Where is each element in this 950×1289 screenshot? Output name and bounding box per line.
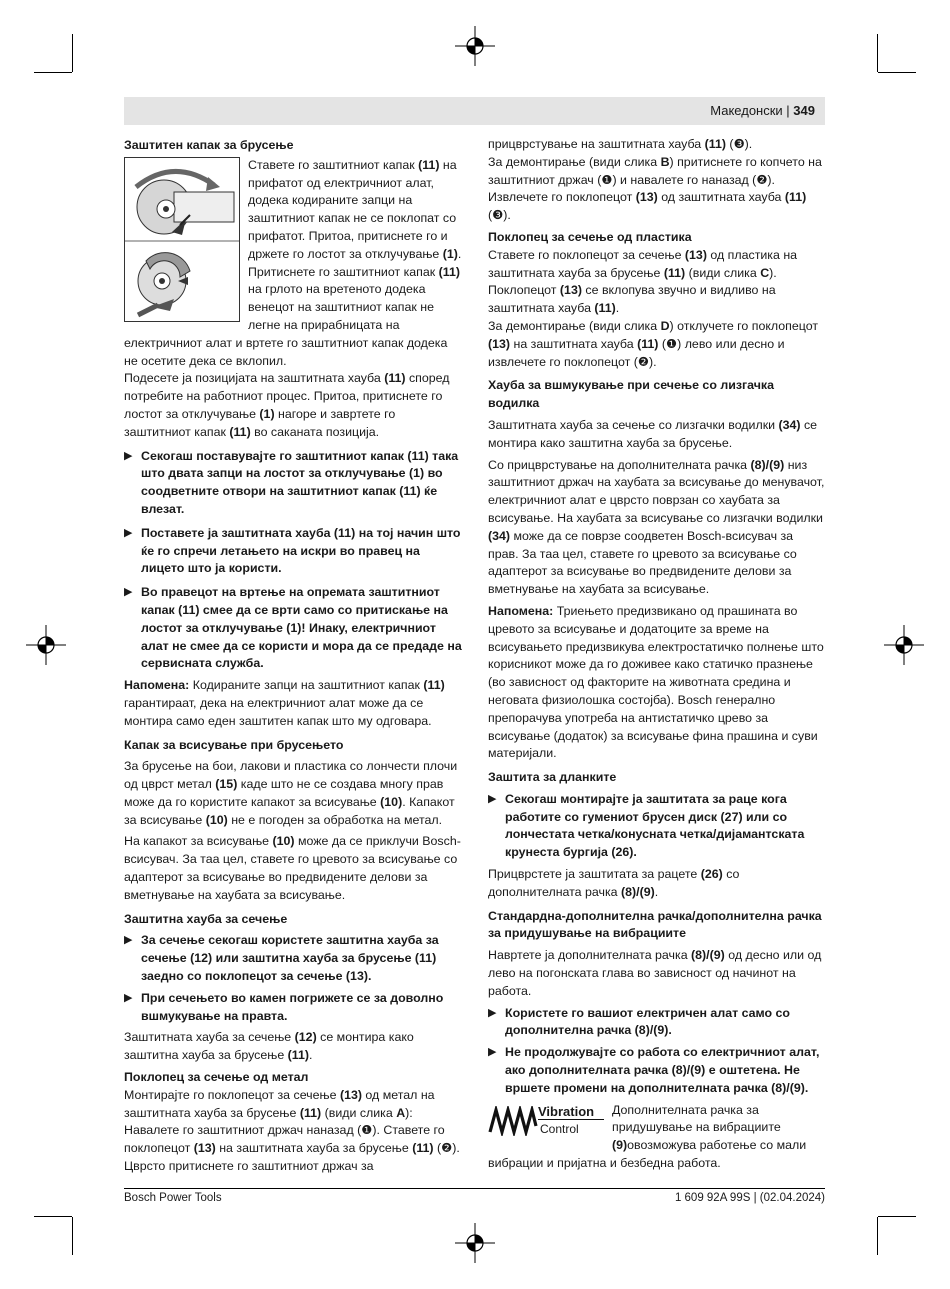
warning-bullet-4: ▶ За сечење секогаш користете заштитна хауба за сечење (12) или заштитна хауба за брусење (11) заедно со поклопецот за сечење (13).	[124, 933, 439, 984]
warning-bullet-6: ▶ Секогаш монтирајте ја заштитата за раце кога работите со гумениот брусен диск (27) или со лончестата четка/конусната четка/дијамантската крунеста бургија (26).	[488, 791, 805, 860]
page-number: 349	[793, 103, 815, 118]
slide-text-2: Со прицврстување на дополнителната рачка (8)/(9) низ заштитниот држач на хаубата за всисување до менувачот, електричниот алат е цврсто поврзан со хаубата за всисување. На хаубата за всисување со лизгачки водилки (34) може да се поврзе соодветен Bosch-всисувач за прав. За таа цел, ставете го цревото за всисување со адаптерот за всисување во предвидените делови за вметнување на хаубата за всисување.	[488, 457, 825, 597]
warning-bullet-1: ▶ Секогаш поставувајте го заштитниот капак (11) така што двата запци на лостот за отклучување (1) во соодветните отвори на заштитниот капак (11) ќе влезат.	[124, 448, 459, 516]
remove-text: Извлечете го поклопецот (13) од заштитната хауба (11) (❸).	[488, 190, 807, 223]
plastic-text-2: Поклопецот (13) се вклопува звучно и видливо на заштитната хауба (11).	[488, 283, 776, 316]
registration-mark-bottom-icon	[455, 1223, 495, 1263]
heading-aux-handle: Стандардна-дополнителна рачка/дополнителна рачка за придушување на вибрациите	[488, 908, 822, 941]
note-coded-teeth: Напомена: Кодираните запци на заштитниот капак (11) гарантираат, дека на електричниот алат може да се монтира само еден заштитен капак што му одговара.	[124, 678, 445, 728]
warning-bullet-7: ▶ Користете го вашиот електричен алат само со дополнителна рачка (8)/(9).	[488, 1005, 791, 1038]
plastic-text-1: Ставете го поклопецот за сечење (13) од пластика на заштитната хауба за брусење (11) (види слика C).	[488, 247, 798, 280]
suction-text-1: За брусење на бои, лакови и пластика со лончести плочи од цврст метал (15) каде што не се создава многу прав може да го користите капакот за всисување (10). Капакот за всисување (10) не е погоден за обработка на метал.	[124, 759, 458, 827]
footer-right: 1 609 92A 99S | (02.04.2024)	[674, 1192, 825, 1204]
vibration-wave-icon	[488, 1106, 538, 1136]
guard-illustration	[124, 157, 240, 322]
aux-handle-text: Навртете ја дополнителната рачка (8)/(9) од десно или од лево на погонската глава во зависност од начинот на работа.	[488, 948, 822, 998]
vibration-text: Дополнителната рачка за придушување на вибрациите (9)овозможува работење со мали вибрации и пријатна и безбедна работа.	[488, 1102, 807, 1171]
right-column	[488, 136, 826, 1173]
footer-left: Bosch Power Tools	[124, 1192, 222, 1204]
metal-cover-cont: прицврстување на заштитната хауба (11) (❸).	[488, 137, 753, 151]
warning-bullet-2: ▶ Поставете ја заштитната хауба (11) на тој начин што ќе го спречи летањето на искри во правец на лицето што ја користи.	[124, 525, 461, 576]
heading-grinding-guard: Заштитен капак за брусење	[124, 138, 294, 152]
heading-slide-hood: Хауба за вшмукување при сечење со лизгачка водилка	[488, 378, 775, 411]
registration-mark-right-icon	[884, 625, 924, 665]
slide-text-1: Заштитната хауба за сечење со лизгачки водилки (34) се монтира како заштитна хауба за брусење.	[488, 417, 818, 450]
vibration-logo-word2: Control	[540, 1121, 579, 1136]
heading-hand-guard: Заштита за дланките	[488, 770, 617, 785]
heading-plastic-cover: Поклопец за сечење од пластика	[488, 229, 692, 244]
registration-mark-left-icon	[26, 625, 66, 665]
suction-text-2: На капакот за всисување (10) може да се приклучи Bosch-всисувач. За таа цел, ставете го цревото за всисување со адаптерот за всисување во предвидените делови за вметнување на хаубата за всисување.	[124, 834, 461, 902]
warning-bullet-8: ▶ Не продолжувајте со работа со електричниот алат, ако дополнителната рачка (8)/(9) е оштетена. Не вршете промени на дополнителната рачка (8)/(9).	[488, 1045, 820, 1095]
guard-press-text: Притиснете го заштитниот капак (11) на грлото на вретеното додека венецот на заштитниот капак не легне на прирабницата на електричниот алат и вртете го заштитниот капак додека не осетите дека се вклопил.	[124, 264, 460, 368]
vibration-control-logo	[488, 1102, 606, 1138]
left-column	[124, 137, 462, 1176]
warning-bullet-3: ▶ Во правецот на вртење на опремата заштитниот капак (11) смее да се врти само со притискање на лостот за отклучување (1)! Инаку, електричниот алат не смее да се користи и мора да се предаде на сервисната служба.	[124, 585, 462, 671]
header-language: Македонски	[710, 103, 783, 118]
metal-cover-text: Монтирајте го поклопецот за сечење (13) од метал на заштитната хауба за брусење (11) (види слика A): Навалете го заштитниот држач наназад (❶). Ставете го поклопецот (13) на заштитната хауба за брусење (11) (❷). Цврсто притиснете го заштитниот држач за	[124, 1087, 460, 1174]
hand-guard-text: Прицврстете ја заштитата за рацете (26) со дополнителната рачка (8)/(9).	[488, 867, 740, 899]
cutting-guard-text: Заштитната хауба за сечење (12) се монтира како заштитна хауба за брусење (11).	[124, 1030, 414, 1063]
warning-bullet-5: ▶ При сечењето во камен погрижете се за доволно вшмукување на правта.	[124, 990, 444, 1023]
guard-adjust-text: Подесете ја позицијата на заштитната хауба (11) според потребите на работниот процес. Притоа, притиснете го лостот за отклучување (1) нагоре и завртете го заштитниот капак (11) во саканата позиција.	[124, 371, 450, 439]
heading-cutting-guard: Заштитна хауба за сечење	[124, 911, 288, 926]
page-header: Македонски | 349	[124, 97, 825, 125]
vibration-logo-word1: Vibration	[538, 1103, 595, 1119]
guard-intro-text: Ставете го заштитниот капак (11) на прифатот од електричниот алат, додека кодираните запци на заштитниот капак не се поклопат со прифатот. Притоа, притиснете го и држете го лостот за отклучување (1).	[248, 157, 462, 261]
heading-suction-hood: Капак за всисување при брусењето	[124, 737, 344, 752]
note-static: Напомена: Триењето предизвикано од прашината во цревото за всисување и додатоците за време на всисувањето предизвикува електростатичко полнење што корисникот може да го доживее како статичко празнење (во зависност од факторите на животната средина и неговата физиолошка состојба). Bosch генерално препорачува употреба на антистатичко црево за всисување (додаток) за всисување фина прашина и суви материјали.	[488, 603, 824, 761]
dismount-text: За демонтирање (види слика B) притиснете го копчето на заштитниот држач (❶) и навалете го наназад (❷).	[488, 154, 822, 187]
plastic-text-3: За демонтирање (види слика D) отклучете го поклопецот (13) на заштитната хауба (11) (❶) лево или десно и извлечете го поклопецот (❷).	[488, 318, 819, 369]
registration-mark-top-icon	[455, 26, 495, 66]
heading-metal-cover: Поклопец за сечење од метал	[124, 1070, 309, 1085]
